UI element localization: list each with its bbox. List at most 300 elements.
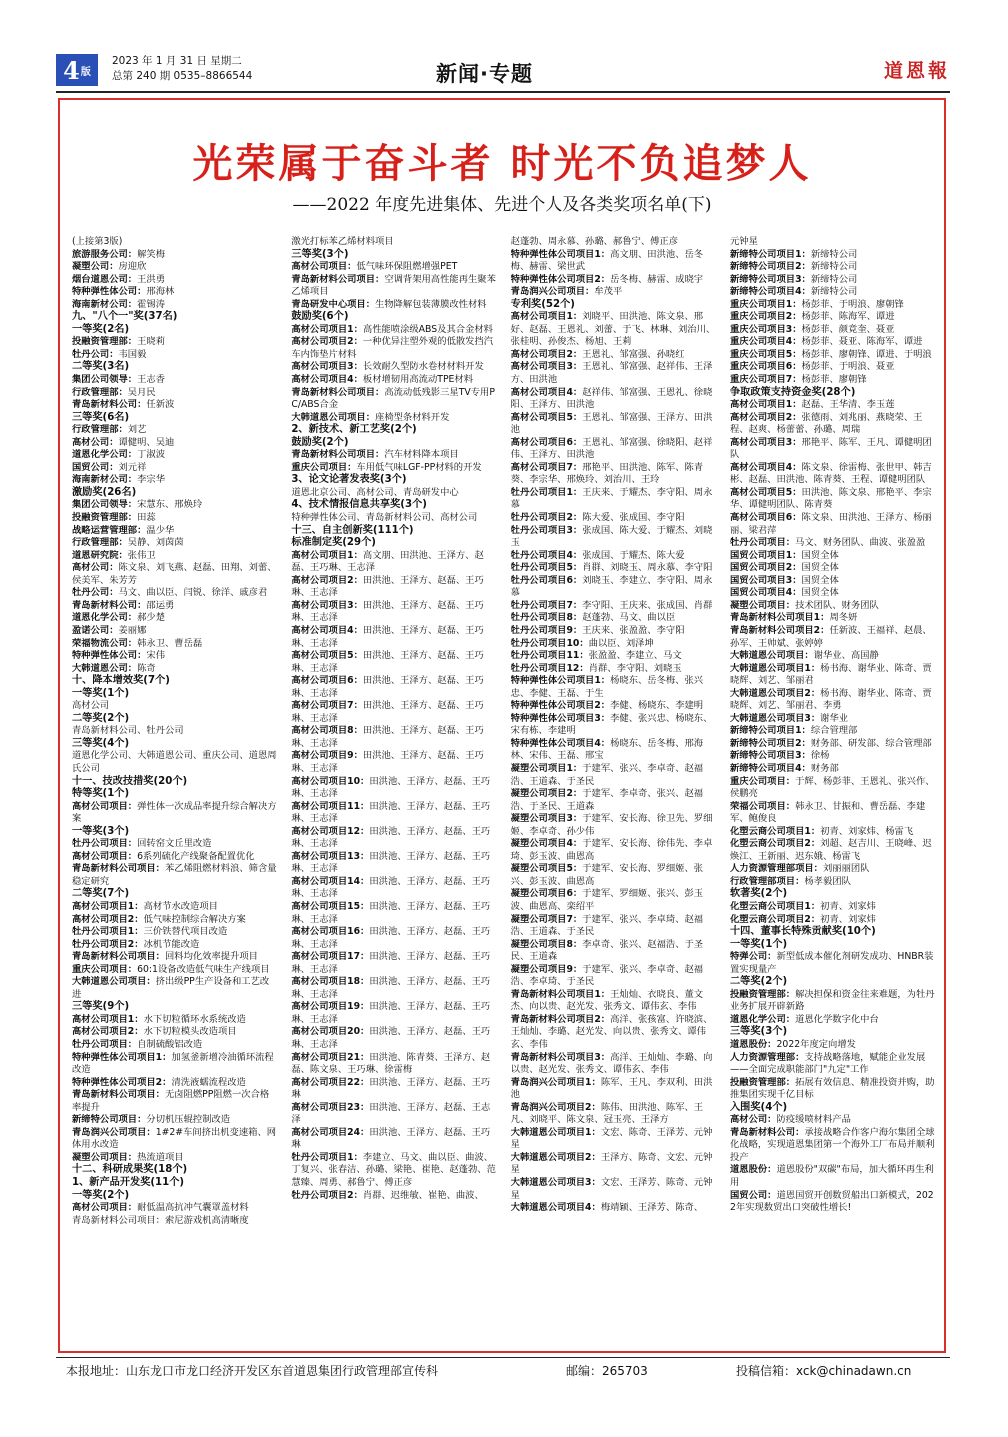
award-unit: 牡丹公司项目1： bbox=[510, 486, 583, 498]
award-heading: 三等奖(9个) bbox=[72, 1001, 130, 1013]
award-unit: 大韩道恩公司项目1： bbox=[510, 1126, 601, 1138]
award-names: 李宗华 bbox=[137, 474, 165, 486]
award-names: 高流动低残影三星TV专用PC/ABS合金 bbox=[291, 386, 495, 411]
award-names: 座椅型条材料开发 bbox=[375, 411, 450, 423]
award-names: 于建军、罗细姬、张兴、彭玉波、曲恩高、栾绍平 bbox=[510, 888, 704, 912]
award-entry bbox=[291, 261, 497, 274]
award-names: 1#2#车间挤出机变速箱、网体用水改造 bbox=[72, 1126, 277, 1151]
award-names: 初青、刘家炜 bbox=[820, 900, 876, 912]
award-names: 国贸全体 bbox=[801, 587, 839, 599]
footer-address: 本报地址：山东龙口市龙口经济开发区东首道恩集团行政管理部宣传科 bbox=[66, 1364, 439, 1378]
award-unit: 高材公司项目10： bbox=[291, 775, 370, 787]
award-names: 田洪池、王泽方、赵磊、王志泽 bbox=[291, 1101, 491, 1126]
award-entry bbox=[72, 387, 278, 400]
award-unit: 荣福物流公司： bbox=[72, 637, 138, 649]
award-unit: 重庆公司项目： bbox=[72, 963, 138, 975]
award-entry bbox=[511, 512, 717, 525]
award-unit: 新缔特公司项目1： bbox=[729, 725, 811, 737]
award-unit: 高材公司项目2： bbox=[291, 336, 363, 348]
award-unit: 高材公司项目4： bbox=[510, 386, 583, 398]
award-names: 田洪池、王泽方、赵磊、王巧琳 bbox=[291, 1126, 491, 1151]
award-unit: 高材公司项目4： bbox=[291, 624, 363, 636]
award-entry bbox=[730, 826, 936, 839]
award-names: 初青、刘家炜、杨雷飞 bbox=[820, 825, 914, 837]
award-names: 肖群、李守阳、刘晓玉 bbox=[588, 662, 682, 674]
award-unit: 国贸公司： bbox=[72, 461, 119, 473]
award-names: 田洪池、王泽方、赵磊、王巧琳、王志泽 bbox=[291, 650, 484, 674]
award-unit: 特种弹性体公司项目1： bbox=[510, 675, 611, 687]
award-names: 刘晓玉、李建立、李守阳、周永慕 bbox=[510, 574, 713, 599]
award-entry bbox=[72, 462, 278, 475]
award-names: 肖群、迟维敏、崔艳、曲波、 bbox=[362, 1189, 484, 1201]
award-unit: 高材公司项目23： bbox=[291, 1101, 370, 1113]
award-unit: 道恩化学公司： bbox=[72, 449, 138, 461]
award-entry bbox=[291, 1052, 497, 1077]
award-entry bbox=[72, 1014, 278, 1027]
article-columns bbox=[72, 236, 936, 1348]
award-names: 防疫缓喷材料产品 bbox=[776, 1114, 851, 1126]
award-entry bbox=[511, 1202, 717, 1215]
award-names: 郝少楚 bbox=[137, 612, 165, 624]
award-entry bbox=[730, 914, 936, 927]
award-names: 杨彭菲、于明浪、廖朝锋 bbox=[801, 298, 904, 310]
award-entry bbox=[730, 487, 936, 512]
award-entry bbox=[72, 1202, 278, 1215]
award-entry bbox=[72, 625, 278, 638]
award-unit: 新缔特公司项目4： bbox=[729, 286, 811, 298]
award-entry bbox=[72, 286, 278, 299]
award-names: 新缔特公司 bbox=[810, 286, 858, 298]
award-unit: 青岛新材料公司项目： bbox=[291, 449, 385, 461]
award-entry bbox=[511, 738, 717, 763]
award-entry bbox=[511, 1177, 717, 1202]
award-names: 吴月民 bbox=[127, 386, 156, 398]
newspaper-logo: 道恩報 bbox=[883, 60, 950, 82]
award-names: 田洪池、王泽方、赵磊、王巧琳、王志泽 bbox=[291, 599, 484, 624]
award-unit: 青岛新材料公司项目2： bbox=[510, 1013, 611, 1025]
award-names: 赵祥伟、邹富强、王恩礼、徐晓阳、王泽方、田洪池 bbox=[510, 386, 713, 411]
award-unit: 高材公司项目： bbox=[72, 850, 138, 862]
award-names: 王恩礼、邹富强、王泽方、田洪池 bbox=[510, 411, 713, 436]
award-names: 杨彭菲、颜竟奎、聂亚 bbox=[801, 323, 895, 335]
award-unit: 牡丹公司项目3： bbox=[510, 524, 583, 536]
award-unit: 道恩研究院： bbox=[72, 549, 128, 561]
footer-email: 投稿信箱：xck@chinadawn.cn bbox=[736, 1364, 912, 1378]
award-names: 张成国、陈大爱、于耀杰、刘晓玉 bbox=[510, 524, 713, 549]
award-entry bbox=[291, 1077, 497, 1102]
award-names: 解决担保和资金往来难题，为牡丹业务扩展开辟新路 bbox=[729, 988, 935, 1013]
award-entry bbox=[511, 675, 717, 700]
award-unit: 大韩道恩公司： bbox=[72, 662, 138, 674]
award-unit: 牡丹公司项目2： bbox=[510, 512, 583, 524]
award-unit: 大韩道恩公司项目2： bbox=[510, 1151, 601, 1163]
award-names: 水下切粒模头改造项目 bbox=[143, 1026, 237, 1038]
award-unit: 高材公司项目6： bbox=[291, 675, 363, 687]
award-names: 梅靖颖、王泽芳、陈奇、 bbox=[600, 1202, 704, 1214]
award-unit: 牡丹公司项目2： bbox=[291, 1189, 363, 1201]
award-unit: 凝塑公司项目1： bbox=[510, 762, 583, 774]
award-unit: 高材公司项目17： bbox=[291, 951, 370, 963]
award-unit: 海南新材公司： bbox=[72, 474, 138, 486]
award-names: 田洪池、王泽方、赵磊、王巧琳、王志泽 bbox=[291, 675, 484, 699]
award-entry bbox=[72, 600, 278, 613]
award-entry bbox=[511, 361, 717, 386]
award-heading: 激励奖(26名) bbox=[72, 486, 137, 498]
award-entry bbox=[291, 801, 497, 826]
award-unit: 荣福公司项目： bbox=[729, 800, 796, 812]
award-heading: 软著奖(2个) bbox=[729, 888, 788, 900]
award-unit: 高材公司项目5： bbox=[510, 411, 583, 423]
award-entry bbox=[730, 625, 936, 650]
award-names: 于建军、安长海、罗细姬、张兴、彭玉波、曲恩高 bbox=[510, 863, 704, 887]
award-heading: 鼓励奖(2个) bbox=[291, 436, 349, 448]
award-entry bbox=[730, 261, 936, 274]
award-names: 耐低温高抗冲气囊罩盖材料 bbox=[137, 1202, 249, 1214]
award-unit: 青岛新材料公司项目： bbox=[291, 386, 385, 398]
award-entry bbox=[730, 562, 936, 575]
award-unit: 凝塑公司项目9： bbox=[510, 963, 583, 975]
award-names: 生物降解包装薄膜改性材料 bbox=[375, 298, 487, 310]
award-names: 国贸全体 bbox=[801, 549, 839, 561]
award-names: 冰机节能改造 bbox=[143, 938, 200, 950]
award-unit: 道恩股份： bbox=[729, 1164, 777, 1176]
award-entry bbox=[730, 1039, 936, 1052]
award-entry bbox=[291, 625, 497, 650]
award-unit: 新缔特公司项目： bbox=[72, 1114, 147, 1126]
award-entry bbox=[511, 625, 717, 638]
award-entry bbox=[291, 324, 497, 337]
award-names: 新型低成本催化剂研发成功、HNBR装置实现量产 bbox=[729, 951, 934, 975]
award-entry bbox=[72, 1039, 278, 1052]
award-entry bbox=[291, 274, 497, 299]
award-unit: 高材公司项目1： bbox=[510, 311, 583, 323]
award-entry bbox=[72, 838, 278, 851]
award-unit: 战略运营管理部： bbox=[72, 524, 147, 536]
award-unit: 新缔特公司项目2： bbox=[729, 737, 811, 749]
award-entry bbox=[730, 587, 936, 600]
award-names: 拓展有效信息、精准投资并购，助推集团实现千亿目标 bbox=[729, 1076, 935, 1101]
award-entry bbox=[511, 487, 717, 512]
list-text: 青岛新材料公司、牡丹公司 bbox=[72, 725, 184, 737]
award-names: 韦国毅 bbox=[118, 348, 147, 360]
award-names: 田洪池、王泽方、赵磊、王巧琳、王志泽 bbox=[291, 875, 491, 900]
award-names: 张盈盈、李建立、马文 bbox=[588, 650, 682, 662]
award-heading: 一等奖(1个) bbox=[72, 687, 130, 699]
list-text: 青岛新材料公司项目：索尼游戏机高清晰度 bbox=[72, 1214, 249, 1226]
award-names: 田洪池、王泽方、赵磊、王巧琳、王志泽 bbox=[291, 850, 491, 875]
award-unit: 道恩化学公司： bbox=[72, 612, 138, 624]
award-names: 于建军、安长海、徐伟先、李卓琦、彭玉波、曲恩高 bbox=[510, 838, 713, 862]
award-names: 李建立、马文、曲以臣、曲波、丁复兴、张春洁、孙璐、梁艳、崔艳、赵蓬勃、范慧臻、周勇、郝鲁宁、傅正彦 bbox=[291, 1151, 496, 1189]
award-names: 刘丽丽团队 bbox=[822, 863, 870, 875]
award-unit: 特种弹性体公司项目2： bbox=[72, 1076, 172, 1088]
award-entry bbox=[291, 299, 497, 312]
award-entry bbox=[511, 788, 717, 813]
award-entry bbox=[72, 1089, 278, 1114]
award-entry bbox=[72, 512, 278, 525]
award-names: 挤出级PP生产设备和工艺改进 bbox=[72, 976, 270, 1000]
award-names: 王晓莉 bbox=[137, 336, 165, 348]
award-names: 空调背架用高性能再生聚苯乙烯项目 bbox=[291, 273, 496, 298]
award-unit: 新缔特公司项目1： bbox=[729, 248, 811, 260]
award-entry bbox=[730, 876, 936, 889]
award-names: 邵运勇 bbox=[146, 599, 175, 611]
award-unit: 高材公司项目5： bbox=[291, 650, 363, 662]
award-names: 王志香 bbox=[137, 374, 165, 386]
award-entry bbox=[730, 1077, 936, 1102]
award-entry bbox=[291, 412, 497, 425]
award-names: 岳冬梅、赫雷、成晓宇 bbox=[610, 273, 704, 285]
award-unit: 高材公司项目3： bbox=[291, 361, 363, 373]
award-unit: 高材公司项目20： bbox=[291, 1026, 370, 1038]
award-entry bbox=[730, 650, 936, 663]
award-names: 分切机压辊控制改造 bbox=[146, 1114, 231, 1126]
page-number-badge bbox=[56, 54, 98, 86]
award-entry bbox=[511, 1127, 717, 1152]
award-heading: 十一、技改技措奖(20个) bbox=[72, 775, 188, 787]
award-entry bbox=[511, 600, 717, 613]
award-unit: 投融资管理部： bbox=[72, 512, 138, 524]
award-names: 杨彭菲、于明浪、聂亚 bbox=[801, 361, 895, 373]
award-unit: 重庆公司项目2： bbox=[729, 311, 802, 323]
award-entry bbox=[72, 801, 278, 826]
award-unit: 特弹公司： bbox=[729, 951, 777, 963]
award-names: 王恩礼、邹富强、孙晓红 bbox=[582, 348, 685, 360]
award-unit: 新缔特公司项目3： bbox=[729, 273, 811, 285]
award-entry bbox=[72, 424, 278, 437]
award-unit: 青岛新材料公司： bbox=[72, 599, 147, 611]
award-names: 高洋、张孩富、许晓滨、王灿灿、李璐、赵光发、向以贵、张秀文、谭伟玄、李伟 bbox=[510, 1013, 713, 1050]
award-unit: 行政管理部项目： bbox=[729, 875, 805, 887]
award-entry bbox=[511, 387, 717, 412]
column-1 bbox=[72, 236, 278, 1348]
award-unit: 国贸公司项目3： bbox=[729, 574, 802, 586]
award-entry bbox=[730, 1052, 936, 1077]
award-entry bbox=[730, 838, 936, 863]
award-heading: 一等奖(2个) bbox=[72, 1189, 130, 1201]
award-names: 解笑梅 bbox=[137, 248, 165, 260]
award-entry bbox=[511, 939, 717, 964]
award-names: 陈大爱、张成国、李守阳 bbox=[582, 512, 685, 524]
award-entry bbox=[72, 499, 278, 512]
award-entry bbox=[72, 1052, 278, 1077]
list-text: 赵蓬勃、周永慕、孙璐、郝鲁宁、傅正彦 bbox=[510, 236, 679, 247]
award-heading: 1、新产品开发奖(11个) bbox=[72, 1177, 185, 1189]
award-entry bbox=[511, 1052, 717, 1077]
award-names: 高洋、王灿灿、李璐、向以贵、赵光发、张秀文、谭伟玄、李伟 bbox=[510, 1051, 713, 1076]
award-unit: 青岛研发中心项目： bbox=[291, 298, 376, 310]
award-names: 于建军、张兴、李卓琦、赵福浩、王道森、于圣民 bbox=[510, 913, 704, 938]
award-unit: 高材公司项目2： bbox=[72, 1026, 144, 1038]
award-entry bbox=[72, 926, 278, 939]
award-entry bbox=[511, 914, 717, 939]
award-unit: 人力资源管理部： bbox=[729, 1051, 805, 1063]
award-unit: 牡丹公司项目1： bbox=[291, 1151, 363, 1163]
award-unit: 青岛新材料公司： bbox=[729, 1126, 805, 1138]
award-unit: 高材公司项目1： bbox=[72, 1013, 144, 1025]
award-unit: 投融资管理部： bbox=[729, 988, 796, 1000]
award-names: 徐杨 bbox=[810, 750, 830, 762]
award-entry bbox=[511, 286, 717, 299]
list-text: 特种弹性体公司、青岛新材料公司、高材公司 bbox=[291, 512, 478, 524]
award-entry bbox=[72, 964, 278, 977]
section-title: 新闻·专题 bbox=[436, 62, 533, 86]
award-entry bbox=[730, 951, 936, 976]
award-names: 6系列硫化产线聚备配置优化 bbox=[137, 850, 255, 862]
award-names: 田洪池、王泽方、赵磊、王巧琳 bbox=[291, 1076, 491, 1101]
award-entry bbox=[511, 863, 717, 888]
award-unit: 化塑云商公司项目1： bbox=[729, 825, 821, 837]
award-entry bbox=[511, 989, 717, 1014]
award-entry bbox=[730, 989, 936, 1014]
award-unit: 青岛润兴公司项目1： bbox=[510, 1076, 601, 1088]
award-names: 谭健明、吴迪 bbox=[118, 436, 175, 448]
award-entry bbox=[291, 725, 497, 750]
column-4 bbox=[730, 236, 936, 1348]
award-entry bbox=[730, 249, 936, 262]
award-names: 陈文泉、徐雷梅、张世甲、韩吉彬、赵磊、田洪池、陈青葵、王程、谭健明团队 bbox=[729, 461, 932, 486]
award-names: 承接战略合作客户海尔集团全球化战略，实现道恩集团第一个海外工厂布局并顺利投产 bbox=[729, 1126, 935, 1163]
list-text: (上接第3版) bbox=[72, 236, 123, 247]
award-names: 刘元祥 bbox=[118, 461, 147, 473]
award-unit: 行政管理部： bbox=[72, 537, 128, 549]
award-entry bbox=[511, 1014, 717, 1052]
award-names: 任新波、王福祥、赵晨、孙军、王帅斌、张婷婷 bbox=[729, 624, 932, 649]
award-heading: 二等奖(3名) bbox=[72, 361, 130, 373]
award-unit: 大韩道恩公司项目4： bbox=[510, 1202, 601, 1214]
award-entry bbox=[730, 713, 936, 726]
award-unit: 高材公司项目6： bbox=[510, 436, 583, 448]
award-names: 国贸全体 bbox=[801, 562, 839, 574]
award-entry bbox=[291, 901, 497, 926]
award-unit: 烟台道恩公司： bbox=[72, 273, 138, 285]
award-unit: 高材公司项目24： bbox=[291, 1126, 370, 1138]
award-entry bbox=[511, 838, 717, 863]
award-entry bbox=[291, 387, 497, 412]
award-unit: 重庆公司项目： bbox=[729, 775, 796, 787]
award-names: 田洪池、王泽方、赵磊、王巧琳、王志泽 bbox=[291, 775, 491, 800]
award-unit: 凝塑公司项目3： bbox=[510, 813, 583, 825]
award-entry bbox=[72, 336, 278, 349]
award-unit: 大韩道恩公司项目： bbox=[729, 650, 814, 662]
list-text: 元钟星 bbox=[729, 236, 758, 247]
award-names: 高材节水改造项目 bbox=[143, 900, 218, 912]
award-unit: 青岛新材料公司项目2： bbox=[729, 624, 830, 636]
award-names: 张成国、于耀杰、陈大爱 bbox=[582, 549, 685, 561]
award-entry bbox=[72, 1152, 278, 1165]
award-entry bbox=[291, 976, 497, 1001]
award-entry bbox=[511, 525, 717, 550]
award-entry bbox=[72, 449, 278, 462]
award-unit: 青岛新材料公司项目： bbox=[291, 273, 385, 285]
award-heading: 标准制定奖(29个) bbox=[291, 537, 376, 549]
award-unit: 凝塑公司项目8： bbox=[510, 938, 583, 950]
award-unit: 凝塑公司： bbox=[72, 261, 119, 273]
award-entry bbox=[291, 700, 497, 725]
award-unit: 化塑云商公司项目1： bbox=[729, 900, 821, 912]
award-names: 王庆来、于耀杰、李守阳、周永慕 bbox=[510, 486, 713, 511]
award-names: 自制硫酸铝改造 bbox=[137, 1039, 203, 1050]
award-entry bbox=[72, 374, 278, 387]
award-names: 长效耐久型防水卷材材料开发 bbox=[362, 361, 484, 373]
award-unit: 高材公司项目2： bbox=[510, 348, 583, 360]
award-entry bbox=[730, 575, 936, 588]
award-unit: 高材公司项目： bbox=[72, 1202, 138, 1214]
award-entry bbox=[72, 650, 278, 663]
award-entry bbox=[72, 349, 278, 362]
award-entry bbox=[730, 763, 936, 776]
award-names: 赵磊、王华清、李玉莲 bbox=[801, 399, 895, 411]
award-names: 财务部、研发部、综合管理部 bbox=[810, 737, 932, 749]
award-names: 杨晓东、岳冬梅、邢海林、宋伟、王磊、邢宝 bbox=[510, 737, 704, 762]
award-unit: 青岛新材料公司项目3： bbox=[510, 1051, 611, 1063]
award-entry bbox=[291, 600, 497, 625]
award-names: 韩永卫、曹岳磊 bbox=[137, 637, 203, 649]
award-entry bbox=[730, 299, 936, 312]
award-names: 高文朋、田洪池、岳冬梅、赫雷、梁世武 bbox=[510, 248, 704, 273]
award-unit: 大韩道恩公司项目3： bbox=[510, 1177, 601, 1189]
award-names: 刘晓平、田洪池、陈文泉、邢好、赵磊、王恩礼、刘蕾、于飞、林琳、刘治川、张桂明、孙俊杰、杨旭、王莉 bbox=[510, 311, 716, 348]
award-unit: 牡丹公司项目10： bbox=[510, 637, 589, 649]
award-names: 陈伟、田洪池、陈军、王凡、刘晓平、陈文泉、冠玉亮、王泽方 bbox=[510, 1101, 704, 1126]
award-entry bbox=[730, 311, 936, 324]
award-heading: 一等奖(1个) bbox=[729, 938, 788, 950]
award-unit: 牡丹公司项目9： bbox=[510, 624, 583, 636]
award-names: 杨彭菲、陈海军、谭进 bbox=[801, 311, 895, 323]
award-entry bbox=[72, 399, 278, 412]
award-entry bbox=[730, 550, 936, 563]
article-title: 光荣属于奋斗者 时光不负追梦人 bbox=[192, 141, 812, 187]
award-names: 低气味控制综合解决方案 bbox=[143, 913, 246, 925]
award-names: 杨书海、谢华业、陈奇、贾晓辉、刘艺、邹丽君、李勇 bbox=[729, 687, 932, 712]
award-unit: 新缔特公司项目2： bbox=[729, 261, 811, 273]
award-unit: 国贸公司项目4： bbox=[729, 587, 802, 599]
award-names: 邢艳平、田洪池、陈军、陈青葵、李宗华、邢焕玲、刘治川、王玲 bbox=[510, 461, 704, 486]
award-unit: 重庆公司项目1： bbox=[729, 298, 802, 310]
award-unit: 大韩道恩公司项目： bbox=[72, 976, 156, 988]
award-entry bbox=[72, 550, 278, 563]
award-names: 李健、杨晓东、李建明 bbox=[610, 700, 704, 712]
page-header bbox=[56, 52, 950, 90]
award-entry bbox=[72, 437, 278, 450]
award-entry bbox=[291, 650, 497, 675]
award-entry bbox=[72, 914, 278, 927]
award-unit: 凝塑公司项目： bbox=[72, 1151, 138, 1163]
award-unit: 高材公司项目7： bbox=[510, 461, 583, 473]
award-names: 王泽方、陈奇、文宏、元钟星 bbox=[510, 1151, 713, 1176]
award-heading: 一等奖(2名) bbox=[72, 323, 130, 335]
award-unit: 凝塑公司项目5： bbox=[510, 863, 583, 875]
award-entry bbox=[511, 562, 717, 575]
award-names: 田洪池、王泽方、赵磊、王巧琳、王志泽 bbox=[291, 725, 484, 749]
award-unit: 重庆公司项目5： bbox=[729, 348, 802, 360]
award-names: 温少华 bbox=[146, 524, 175, 536]
award-names: 丁淑波 bbox=[137, 449, 165, 461]
award-entry bbox=[291, 951, 497, 976]
award-entry bbox=[730, 612, 936, 625]
award-heading: 三等奖(3个) bbox=[729, 1026, 788, 1038]
award-names: 苯乙烯阻燃材料浪、筛含量稳定研究 bbox=[72, 863, 277, 887]
award-entry bbox=[72, 1114, 278, 1127]
award-names: 国贸全体 bbox=[801, 574, 839, 586]
award-heading: 4、技术情报信息共享奖(3个) bbox=[291, 499, 427, 511]
award-heading: 九、"八个一"奖(37名) bbox=[72, 311, 178, 323]
award-unit: 高材公司项目4： bbox=[291, 374, 363, 386]
award-names: 杨彭菲、聂亚、陈海军、谭进 bbox=[801, 336, 923, 348]
award-entry bbox=[72, 1077, 278, 1090]
award-unit: 凝塑公司项目： bbox=[729, 599, 796, 611]
award-entry bbox=[72, 851, 278, 864]
